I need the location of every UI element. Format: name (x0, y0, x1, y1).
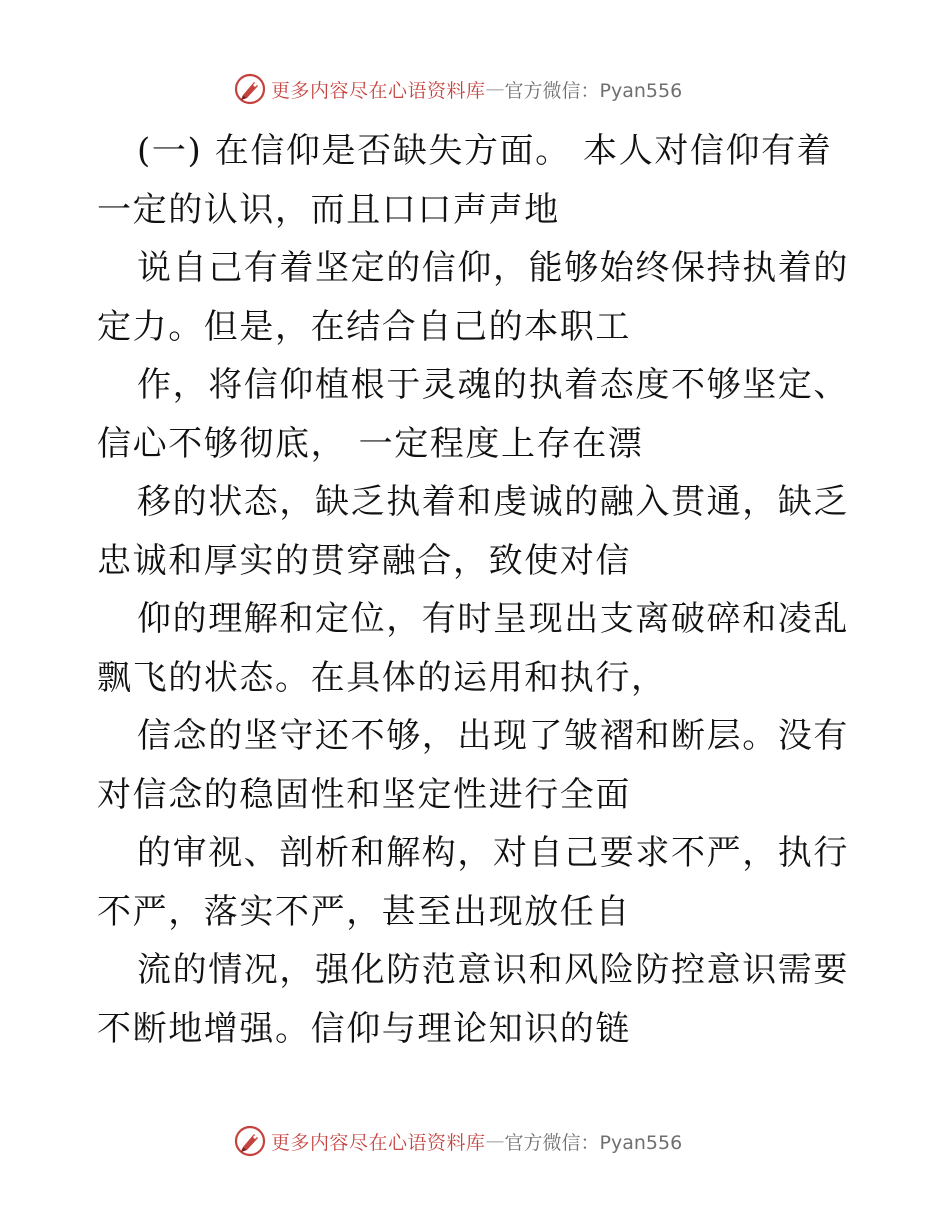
paragraph: 移的状态，缺乏执着和虔诚的融入贯通，缺乏忠诚和厚实的贯穿融合，致使对信 (97, 482, 849, 581)
document-body (97, 122, 857, 1058)
paragraph: (一) 在信仰是否缺失方面。 本人对信仰有着一定的认识，而且口口声声地 (97, 131, 833, 230)
watermark-text: 更多内容尽在心语资料库 (271, 79, 486, 102)
watermark-text: 更多内容尽在心语资料库 (271, 1131, 486, 1154)
paragraph: 作，将信仰植根于灵魂的执着态度不够坚定、信心不够彻底， 一定程度上存在漂 (97, 365, 849, 464)
paragraph: 信念的坚守还不够，出现了皱褶和断层。没有对信念的稳固性和坚定性进行全面 (97, 716, 849, 815)
paragraph: 流的情况，强化防范意识和风险防控意识需要不断地增强。信仰与理论知识的链 (97, 950, 849, 1049)
paragraph: 的审视、剖析和解构，对自己要求不严，执行不严，落实不严，甚至出现放任自 (97, 833, 849, 932)
paragraph: 说自己有着坚定的信仰，能够始终保持执着的定力。但是，在结合自己的本职工 (97, 248, 849, 347)
watermark-footer (234, 1124, 682, 1158)
pen-logo-icon (234, 73, 266, 105)
watermark-handle: 官方微信：Pyan556 (504, 79, 683, 102)
watermark-separator: — (485, 78, 505, 100)
paragraph: 仰的理解和定位，有时呈现出支离破碎和凌乱飘飞的状态。在具体的运用和执行， (97, 599, 849, 698)
pen-logo-icon (234, 1125, 266, 1157)
watermark-header (234, 72, 682, 106)
watermark-separator: — (485, 1130, 505, 1152)
watermark-handle: 官方微信：Pyan556 (504, 1131, 683, 1154)
